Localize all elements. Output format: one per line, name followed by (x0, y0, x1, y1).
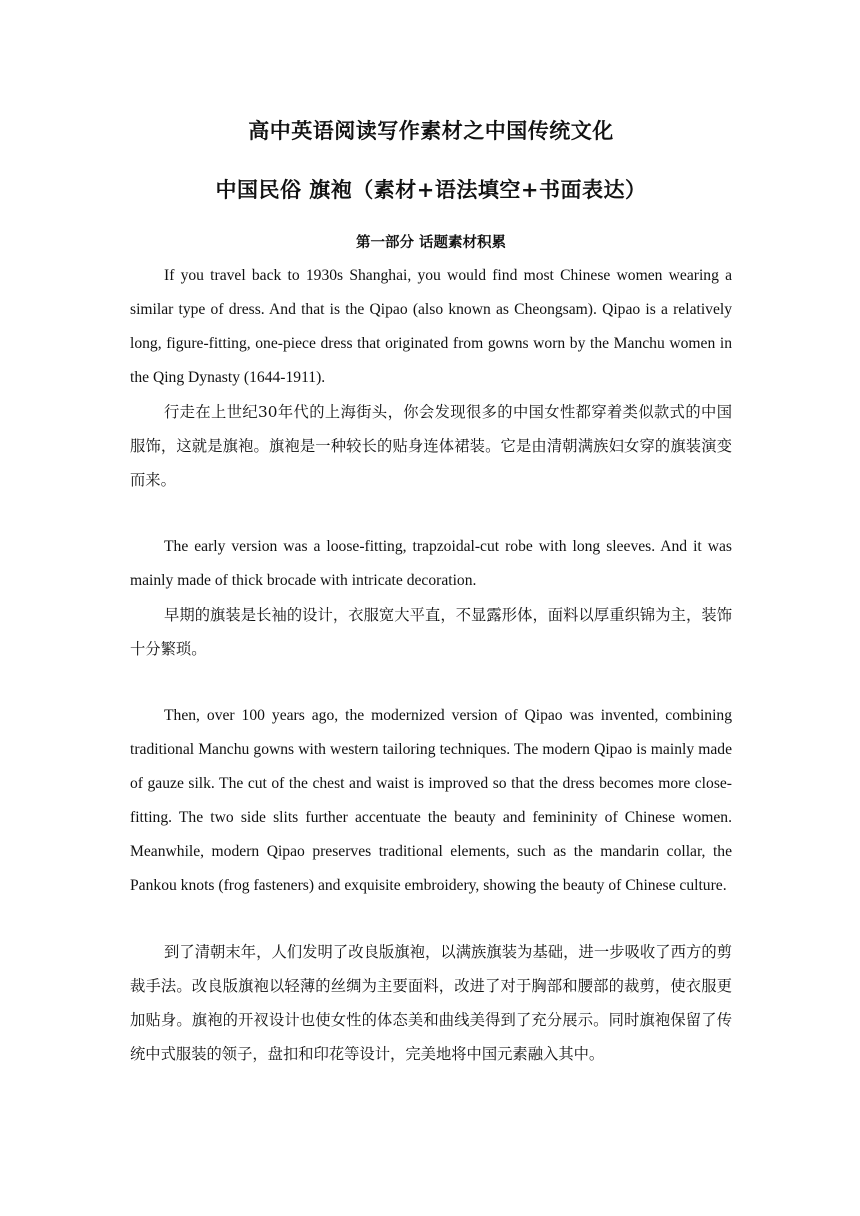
document-subtitle: 中国民俗 旗袍（素材+语法填空+书面表达） (215, 177, 647, 202)
paragraph-english-1: If you travel back to 1930s Shanghai, you would find most Chinese women wearing a similar type of dress. And that is the Qipao (also known as Cheongsam). Qipao is a relatively long, figure-fitting, one-piece dress that originated from gowns worn by the Manchu women in the Qing Dynasty (1644-1911). (130, 267, 732, 386)
paragraph-english-2: The early version was a loose-fitting, trapzoidal-cut robe with long sleeves. And it was mainly made of thick brocade with intricate decoration. (130, 538, 732, 589)
document-title: 高中英语阅读写作素材之中国传统文化 (248, 118, 614, 143)
paragraph-english-3: Then, over 100 years ago, the modernized version of Qipao was invented, combining traditional Manchu gowns with western tailoring techniques. The modern Qipao is mainly made of gauze silk. The cut of the chest and waist is improved so that the dress becomes more close-fitting. The two side slits further accentuate the beauty and femininity of Chinese women. Meanwhile, modern Qipao preserves traditional elements, such as the mandarin collar, the Pankou knots (frog fasteners) and exquisite embroidery, showing the beauty of Chinese culture. (130, 707, 732, 894)
section-heading: 第一部分 话题素材积累 (355, 234, 507, 251)
paragraph-chinese-2: 早期的旗装是长袖的设计，衣服宽大平直，不显露形体，面料以厚重织锦为主，装饰十分繁琐。 (130, 606, 732, 658)
paragraph-chinese-1: 行走在上世纪30年代的上海街头，你会发现很多的中国女性都穿着类似款式的中国服饰，这就是旗袍。旗袍是一种较长的贴身连体裙装。它是由清朝满族妇女穿的旗装演变而来。 (130, 403, 732, 489)
paragraph-chinese-3: 到了清朝末年，人们发明了改良版旗袍，以满族旗装为基础，进一步吸收了西方的剪裁手法。改良版旗袍以轻薄的丝绸为主要面料，改进了对于胸部和腰部的裁剪，使衣服更加贴身。旗袍的开衩设计也使女性的体态美和曲线美得到了充分展示。同时旗袍保留了传统中式服装的领子，盘扣和印花等设计，完美地将中国元素融入其中。 (130, 943, 732, 1063)
